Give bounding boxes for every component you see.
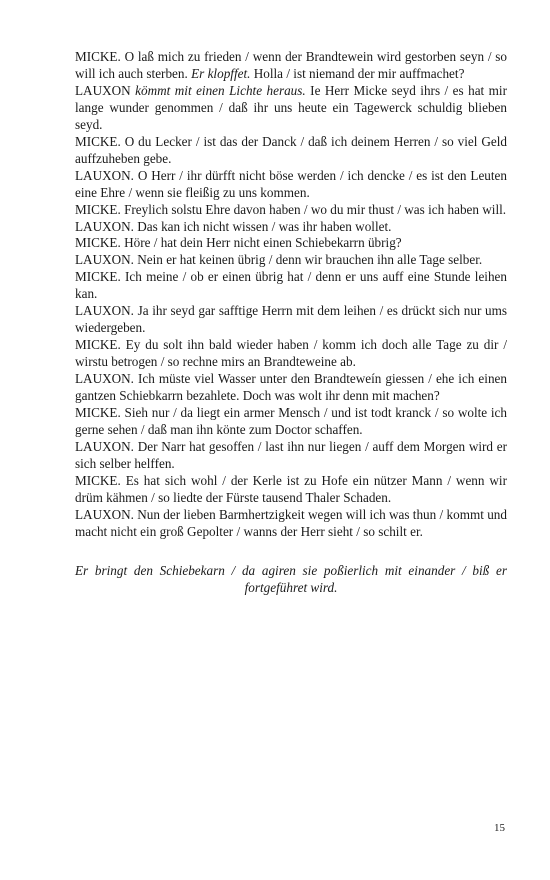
dialogue-paragraph: LAUXON. Nein er hat keinen übrig / denn wir brauchen ihn alle Tage selber.: [75, 252, 483, 268]
dialogue-paragraph: LAUXON. O Herr / ihr dürfft nicht böse werden / ich dencke / es ist den Leuten eine Ehre / wenn sie fleißig zu uns kommen.: [75, 167, 507, 200]
dialogue-paragraph: LAUXON. Nun der lieben Barmhertzigkeit wegen will ich was thun / kommt und macht nicht ein groß Gepolter / wanns der Herr sieht / so schilt er.: [75, 506, 507, 539]
dialogue-paragraph: MICKE. O laß mich zu frieden / wenn der Brandtewein wird gestorben seyn / so will ich auch sterben. Er klopffet. Holla / ist niemand der mir auffmachet?: [75, 49, 507, 81]
dialogue-paragraph: LAUXON. Ich müste viel Wasser unter den Brandteweín giessen / ehe ich einen gantzen Schiebkarrn bezahlete. Doch was wolt ihr denn mit machen?: [75, 371, 507, 404]
dialogue-paragraph: LAUXON kömmt mit einen Lichte heraus. Ie Herr Micke seyd ihrs / es hat mir lange wunder genommen / daß ihr uns heute ein Tagewerck schuldig blieben seyd.: [75, 82, 507, 132]
dialogue-paragraph: LAUXON. Ja ihr seyd gar safftige Herrn mit dem leihen / es drückt sich nur ums wiedergeben.: [75, 303, 507, 336]
dialogue-paragraph: LAUXON. Das kan ich nicht wissen / was ihr haben wollet.: [75, 218, 392, 234]
stage-direction: Er bringt den Schiebekarn / da agiren sie poßierlich mit einander / biß er fortgeführet wird.: [75, 562, 507, 595]
play-text: [75, 49, 507, 597]
dialogue-paragraph: MICKE. O du Lecker / ist das der Danck / daß ich deinem Herren / so viel Geld auffzuheben gebe.: [75, 133, 507, 166]
dialogue-paragraph: MICKE. Freylich solstu Ehre davon haben / wo du mir thust / was ich haben will.: [75, 201, 507, 217]
stage-aside: Er klopffet.: [191, 65, 251, 81]
dialogue-paragraph: MICKE. Sieh nur / da liegt ein armer Mensch / und ist todt kranck / so wolte ich gerne sehen / daß man ihn könte zum Doctor schaffen.: [75, 405, 507, 437]
dialogue-paragraph: MICKE. Ich meine / ob er einen übrig hat / denn er uns auff eine Stunde leihen kan.: [75, 269, 507, 302]
dialogue-paragraph: LAUXON. Der Narr hat gesoffen / last ihn nur liegen / auff dem Morgen wird er sich selber helffen.: [75, 438, 507, 471]
dialogue-paragraph: MICKE. Höre / hat dein Herr nicht einen Schiebekarrn übrig?: [75, 235, 402, 251]
dialogue-block: [75, 49, 507, 541]
stage-aside: kömmt mit einen Lichte heraus.: [135, 82, 306, 98]
page-number: 15: [494, 822, 505, 834]
dialogue-paragraph: MICKE. Es hat sich wohl / der Kerle ist zu Hofe ein nützer Mann / wenn wir drüm kähmen / so liedte der Fürste tausend Thaler Schaden.: [75, 472, 507, 505]
dialogue-paragraph: MICKE. Ey du solt ihn bald wieder haben / komm ich doch alle Tage zu dir / wirstu betrogen / so rechne mirs an Brandteweine ab.: [75, 337, 507, 370]
